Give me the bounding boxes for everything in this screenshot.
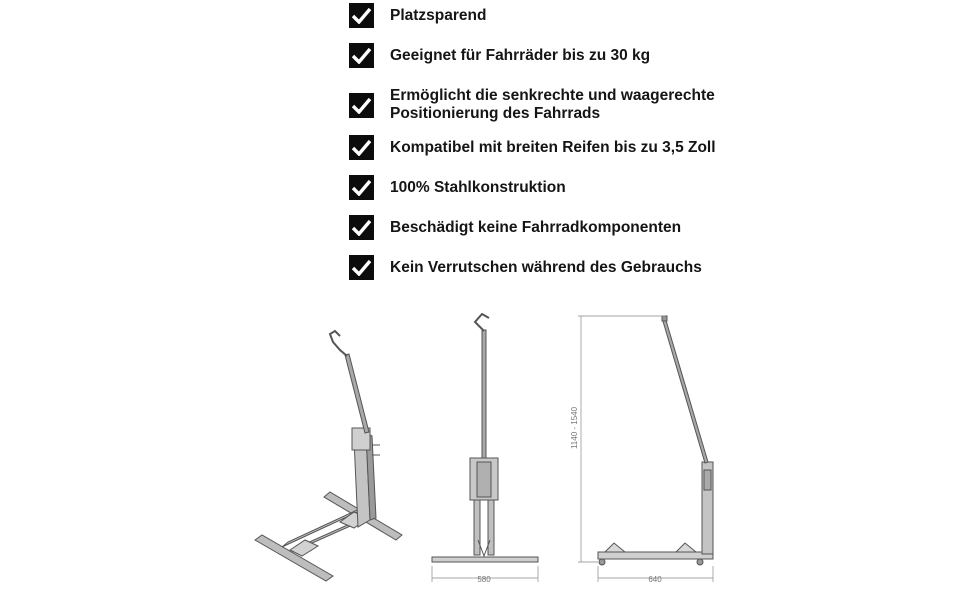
side-view bbox=[578, 316, 713, 582]
feature-text bbox=[390, 259, 702, 277]
feature-item bbox=[349, 43, 650, 68]
height-dimension-label: 1140 - 1540 bbox=[570, 406, 579, 450]
front-view bbox=[432, 314, 538, 582]
feature-text bbox=[390, 179, 566, 197]
checkmark-icon bbox=[349, 215, 374, 240]
feature-line: Kompatibel mit breiten Reifen bis zu 3,5 Zoll bbox=[390, 138, 716, 156]
feature-text bbox=[390, 219, 681, 237]
feature-line: Ermöglicht die senkrechte und waagerechte bbox=[390, 87, 715, 104]
depth-dimension-label: 640 bbox=[648, 575, 662, 584]
feature-text bbox=[390, 87, 715, 123]
feature-text bbox=[390, 47, 650, 65]
checkmark-icon bbox=[349, 255, 374, 280]
feature-item bbox=[349, 135, 716, 160]
feature-item bbox=[349, 215, 681, 240]
feature-line: Platzsparend bbox=[390, 6, 487, 24]
checkmark-icon bbox=[349, 135, 374, 160]
feature-line: Kein Verrutschen während des Gebrauchs bbox=[390, 258, 702, 276]
feature-line: 100% Stahlkonstruktion bbox=[390, 178, 566, 196]
checkmark-icon bbox=[349, 43, 374, 68]
feature-line: Positionierung des Fahrrads bbox=[390, 105, 601, 122]
checkmark-icon bbox=[349, 3, 374, 28]
feature-item bbox=[349, 87, 715, 123]
checkmark-icon bbox=[349, 175, 374, 200]
isometric-view bbox=[255, 331, 402, 581]
feature-line: Geeignet für Fahrräder bis zu 30 kg bbox=[390, 46, 651, 64]
feature-item bbox=[349, 255, 702, 280]
feature-item bbox=[349, 3, 486, 28]
width-dimension-label: 580 bbox=[477, 575, 491, 584]
feature-line: Beschädigt keine Fahrradkomponenten bbox=[390, 218, 682, 236]
feature-text bbox=[390, 139, 716, 157]
feature-text bbox=[390, 7, 486, 25]
technical-drawings bbox=[0, 300, 970, 600]
feature-item bbox=[349, 175, 566, 200]
checkmark-icon bbox=[349, 93, 374, 118]
